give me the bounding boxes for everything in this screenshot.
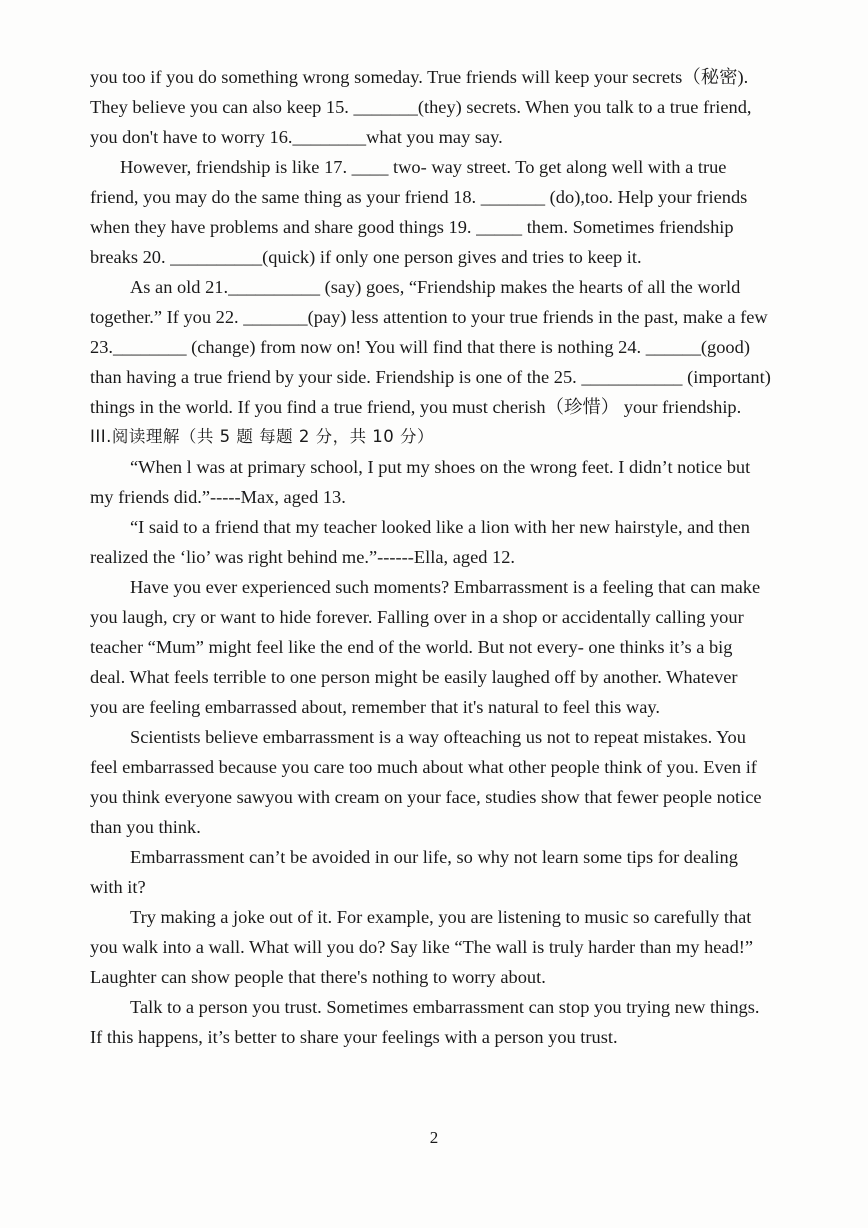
paragraph-start-line: Have you ever experienced such moments? Embarrassment is a feeling that can make xyxy=(130,577,761,597)
text-line: you are feeling embarrassed about, remember that it's natural to feel this way. xyxy=(90,697,660,717)
text-line: Laughter can show people that there's nothing to worry about. xyxy=(90,967,546,987)
paragraph-start-line: “When l was at primary school, I put my shoes on the wrong feet. I didn’t notice but xyxy=(130,457,751,477)
text-line: you don't have to worry 16.________what you may say. xyxy=(90,127,503,147)
text-line: They believe you can also keep 15. _______(they) secrets. When you talk to a true friend, xyxy=(90,97,752,117)
paragraph-start-line: Try making a joke out of it. For example, you are listening to music so carefully that xyxy=(130,907,752,927)
section-heading: III.阅读理解（共 5 题 每题 2 分，共 10 分） xyxy=(90,427,435,446)
text-line: friend, you may do the same thing as your friend 18. _______ (do),too. Help your friends xyxy=(90,187,748,207)
text-line: breaks 20. __________(quick) if only one person gives and tries to keep it. xyxy=(90,247,642,267)
text-line: you too if you do something wrong someday. True friends will keep your secrets（秘密). xyxy=(90,67,749,87)
text-line: teacher “Mum” might feel like the end of the world. But not every- one thinks it’s a big xyxy=(90,637,733,657)
text-line: than having a true friend by your side. Friendship is one of the 25. ___________ (important) xyxy=(90,367,771,387)
paragraph-start-line: Embarrassment can’t be avoided in our life, so why not learn some tips for dealing xyxy=(130,847,738,867)
paragraph-start-line: As an old 21.__________ (say) goes, “Friendship makes the hearts of all the world xyxy=(130,277,741,297)
paragraph-start-line: Talk to a person you trust. Sometimes embarrassment can stop you trying new things. xyxy=(130,997,760,1017)
text-line: you think everyone sawyou with cream on your face, studies show that fewer people notice xyxy=(90,787,762,807)
text-line: you laugh, cry or want to hide forever. Falling over in a shop or accidentally calling your xyxy=(90,607,744,627)
page-number: 2 xyxy=(429,1128,439,1147)
text-line: 23.________ (change) from now on! You will find that there is nothing 24. ______(good) xyxy=(90,337,750,357)
text-line: feel embarrassed because you care too much about what other people think of you. Even if xyxy=(90,757,757,777)
paragraph-start-line: “I said to a friend that my teacher looked like a lion with her new hairstyle, and then xyxy=(130,517,750,537)
paragraph-start-line: Scientists believe embarrassment is a way ofteaching us not to repeat mistakes. You xyxy=(130,727,746,747)
page-content xyxy=(90,62,840,1052)
text-line: than you think. xyxy=(90,817,201,837)
paragraph-start-line: However, friendship is like 17. ____ two- way street. To get along well with a true xyxy=(120,157,727,177)
text-line: If this happens, it’s better to share your feelings with a person you trust. xyxy=(90,1027,618,1047)
text-line: together.” If you 22. _______(pay) less attention to your true friends in the past, make a few xyxy=(90,307,768,327)
text-line: things in the world. If you find a true friend, you must cherish（珍惜） your friendship. xyxy=(90,397,742,417)
text-line: you walk into a wall. What will you do? Say like “The wall is truly harder than my head!” xyxy=(90,937,754,957)
text-line: realized the ‘lio’ was right behind me.”------Ella, aged 12. xyxy=(90,547,516,567)
text-line: my friends did.”-----Max, aged 13. xyxy=(90,487,346,507)
text-line: when they have problems and share good things 19. _____ them. Sometimes friendship xyxy=(90,217,734,237)
text-line: with it? xyxy=(90,877,146,897)
text-line: deal. What feels terrible to one person might be easily laughed off by another. Whatever xyxy=(90,667,738,687)
